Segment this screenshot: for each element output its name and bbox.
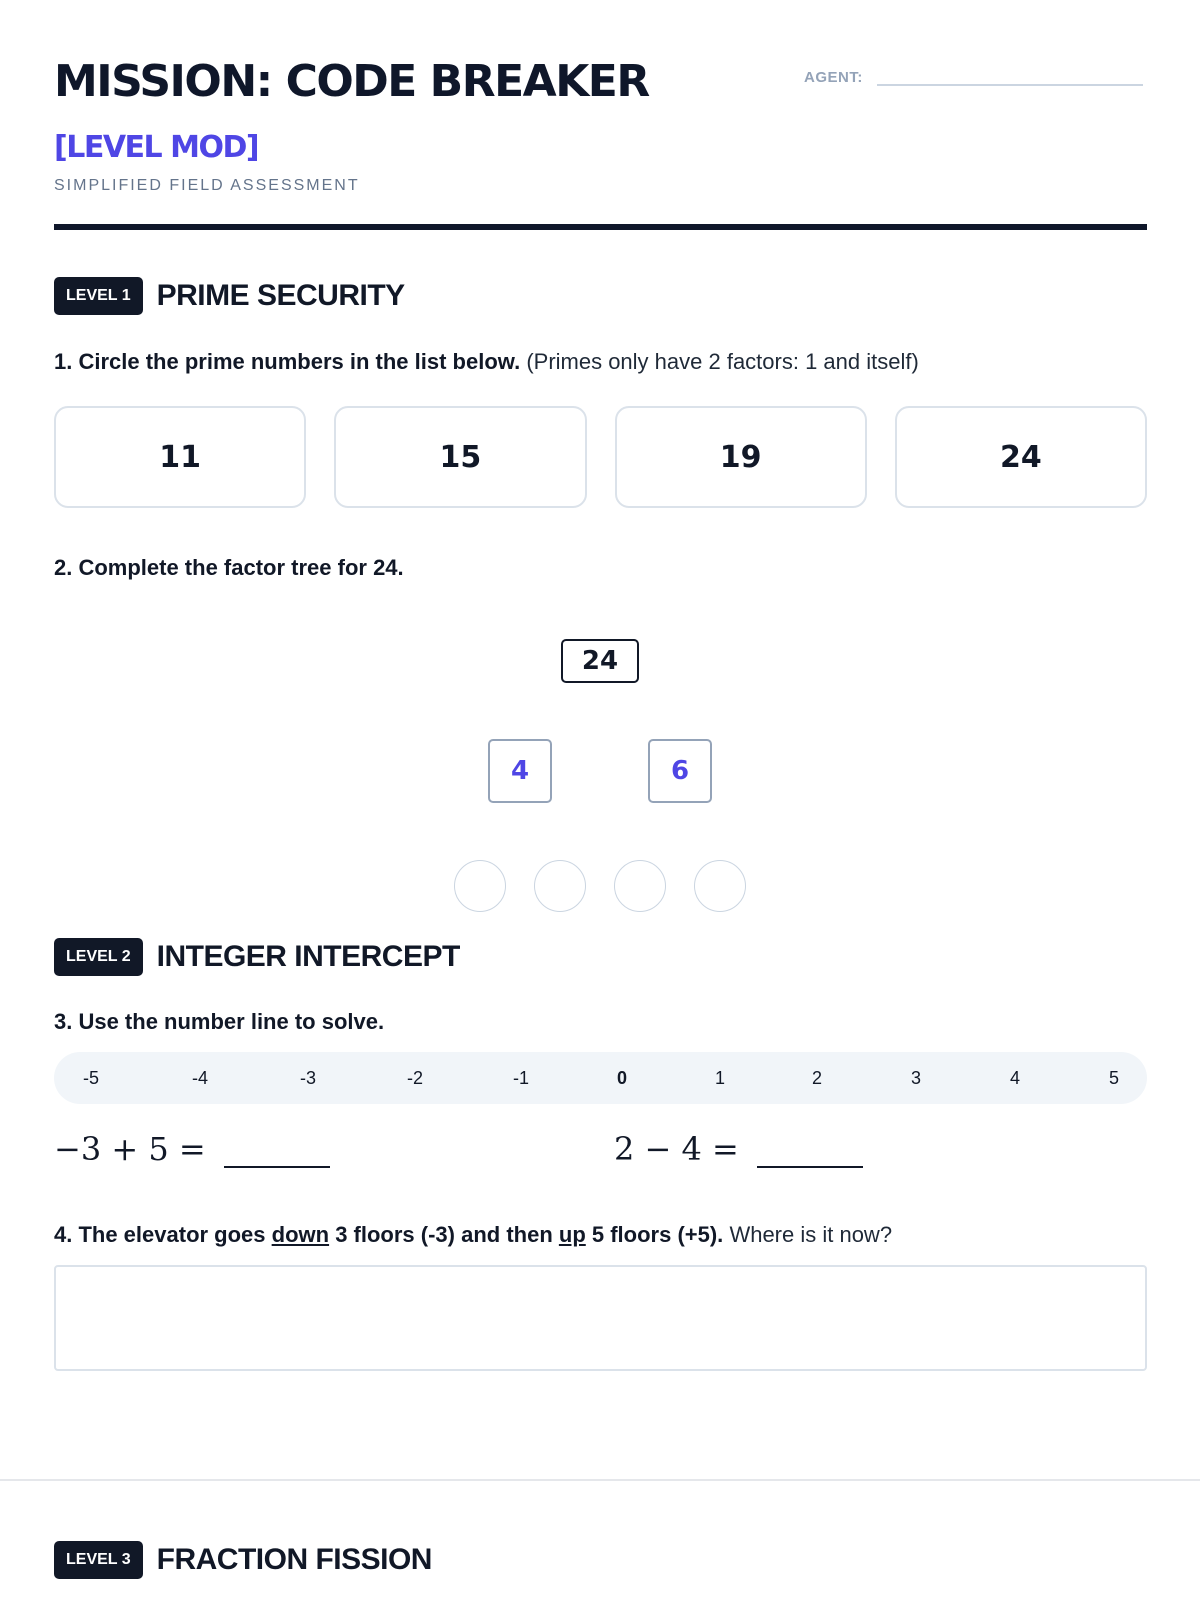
number-card-24[interactable]: 24 [895, 406, 1147, 508]
equation-2-text: 2 − 4 = [614, 1130, 739, 1168]
level1-header [54, 277, 405, 315]
question-3-prompt: 3. Use the number line to solve. [54, 1009, 385, 1034]
question-4-underline-up: up [558, 1222, 586, 1247]
question-2-prompt: 2. Complete the factor tree for 24. [54, 555, 404, 580]
factor-tree-branch-left: 4 [488, 739, 552, 803]
level2-badge: LEVEL 2 [54, 938, 143, 976]
equation-2 [614, 1130, 863, 1168]
number-line-tick: 4 [1009, 1068, 1020, 1088]
level3-badge: LEVEL 3 [54, 1541, 143, 1579]
question-4-answer-box[interactable] [54, 1265, 1147, 1371]
number-card-15[interactable]: 15 [334, 406, 586, 508]
question-1-prompt: 1. Circle the prime numbers in the list below. [54, 349, 521, 374]
level3-title: FRACTION FISSION [156, 1543, 432, 1576]
equation-2-answer-blank[interactable] [757, 1130, 863, 1168]
number-line-tick: 3 [910, 1068, 921, 1088]
question-1-note: (Primes only have 2 factors: 1 and itself) [526, 349, 919, 374]
question-2 [54, 554, 404, 582]
level3-header [54, 1541, 432, 1579]
number-line-tick: -1 [512, 1068, 529, 1088]
page-divider [0, 1479, 1200, 1481]
page-subtitle: SIMPLIFIED FIELD ASSESSMENT [54, 177, 360, 194]
question-4-underline-down: down [271, 1222, 330, 1247]
question-4-text: 4. The elevator goes [54, 1222, 272, 1247]
factor-tree-leaf-blank[interactable] [694, 860, 746, 912]
equation-1-answer-blank[interactable] [224, 1130, 330, 1168]
factor-tree-leaf-blank[interactable] [534, 860, 586, 912]
equation-1-text: −3 + 5 = [54, 1130, 206, 1168]
factor-tree-leaf-blank[interactable] [614, 860, 666, 912]
level2-header [54, 938, 460, 976]
number-line-tick: 5 [1108, 1068, 1119, 1088]
level1-badge: LEVEL 1 [54, 277, 143, 315]
factor-tree-root: 24 [561, 639, 639, 683]
number-card-11[interactable]: 11 [54, 406, 306, 508]
number-line-tick: -5 [82, 1068, 99, 1088]
number-line-tick: -4 [191, 1068, 208, 1088]
page-title: MISSION: CODE BREAKER [54, 56, 649, 107]
question-3 [54, 1008, 384, 1036]
question-4-text: 3 floors (-3) and then [329, 1222, 559, 1247]
question-4-prompt [54, 1222, 723, 1247]
agent-field [804, 60, 1143, 86]
level-mod-tag: [LEVEL MOD] [54, 130, 259, 165]
level1-title: PRIME SECURITY [156, 279, 405, 312]
number-line [54, 1052, 1147, 1104]
question-1 [54, 348, 919, 376]
prime-number-list [54, 406, 1147, 508]
number-line-tick: 2 [811, 1068, 822, 1088]
factor-tree-branch-right: 6 [648, 739, 712, 803]
number-card-19[interactable]: 19 [615, 406, 867, 508]
number-line-tick: 1 [714, 1068, 725, 1088]
question-4 [54, 1221, 892, 1249]
number-line-tick: -2 [406, 1068, 423, 1088]
question-4-tail: Where is it now? [729, 1222, 893, 1247]
equation-1 [54, 1130, 330, 1168]
factor-tree-leaf-blank[interactable] [454, 860, 506, 912]
header-divider [54, 224, 1147, 230]
level2-title: INTEGER INTERCEPT [156, 940, 460, 973]
question-4-text: 5 floors (+5). [585, 1222, 724, 1247]
number-line-tick: -3 [299, 1068, 316, 1088]
agent-label: AGENT: [804, 69, 863, 86]
number-line-tick-zero: 0 [616, 1068, 627, 1088]
agent-name-input[interactable] [877, 60, 1143, 86]
